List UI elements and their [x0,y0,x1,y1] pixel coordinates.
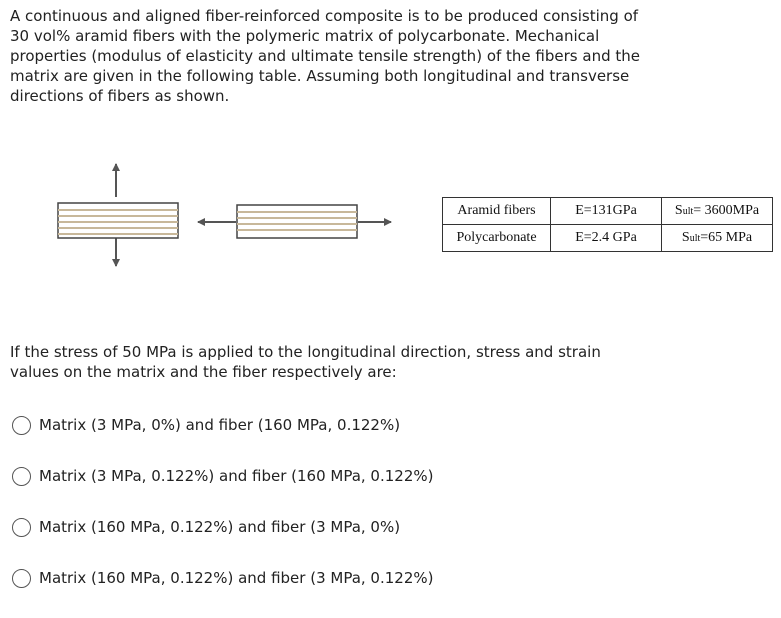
radio-button[interactable] [12,569,31,588]
question-line: matrix are given in the following table. Assuming both longitudinal and transverse [10,67,630,85]
modulus-cell: E=131GPa [551,198,662,225]
radio-button[interactable] [12,518,31,537]
answer-option-1[interactable] [12,414,433,436]
answer-options [12,414,433,618]
question-text [10,6,670,106]
answer-option-2[interactable] [12,465,433,487]
strength-value: =65 MPa [700,230,753,245]
table-row [443,198,773,225]
strength-cell [662,225,773,252]
question-line: A continuous and aligned fiber-reinforced composite is to be produced consisting of [10,7,639,25]
question-prompt [10,342,650,382]
strength-value: = 3600MPa [693,203,760,218]
answer-option-4[interactable] [12,567,433,589]
strength-subscript: ult [689,233,701,244]
option-label: Matrix (3 MPa, 0%) and fiber (160 MPa, 0.122%) [39,416,401,434]
question-line: 30 vol% aramid fibers with the polymeric matrix of polycarbonate. Mechanical [10,27,600,45]
strength-cell [662,198,773,225]
option-label: Matrix (3 MPa, 0.122%) and fiber (160 MPa, 0.122%) [39,467,434,485]
option-label: Matrix (160 MPa, 0.122%) and fiber (3 MPa, 0%) [39,518,401,536]
transverse-composite-block [58,164,178,266]
material-cell: Polycarbonate [443,225,551,252]
prompt-line: values on the matrix and the fiber respectively are: [10,363,397,381]
strength-symbol: S [681,230,690,245]
table-row [443,225,773,252]
fiber-loading-diagram [40,155,410,275]
option-label: Matrix (160 MPa, 0.122%) and fiber (3 MPa, 0.122%) [39,569,434,587]
prompt-line: If the stress of 50 MPa is applied to the longitudinal direction, stress and strain [10,343,601,361]
strength-subscript: ult [682,206,694,217]
properties-table [442,197,773,252]
radio-button[interactable] [12,467,31,486]
answer-option-3[interactable] [12,516,433,538]
material-cell: Aramid fibers [443,198,551,225]
question-line: directions of fibers as shown. [10,87,230,105]
radio-button[interactable] [12,416,31,435]
modulus-cell: E=2.4 GPa [551,225,662,252]
longitudinal-composite-block [198,205,391,238]
strength-symbol: S [674,203,683,218]
question-line: properties (modulus of elasticity and ultimate tensile strength) of the fibers and the [10,47,640,65]
